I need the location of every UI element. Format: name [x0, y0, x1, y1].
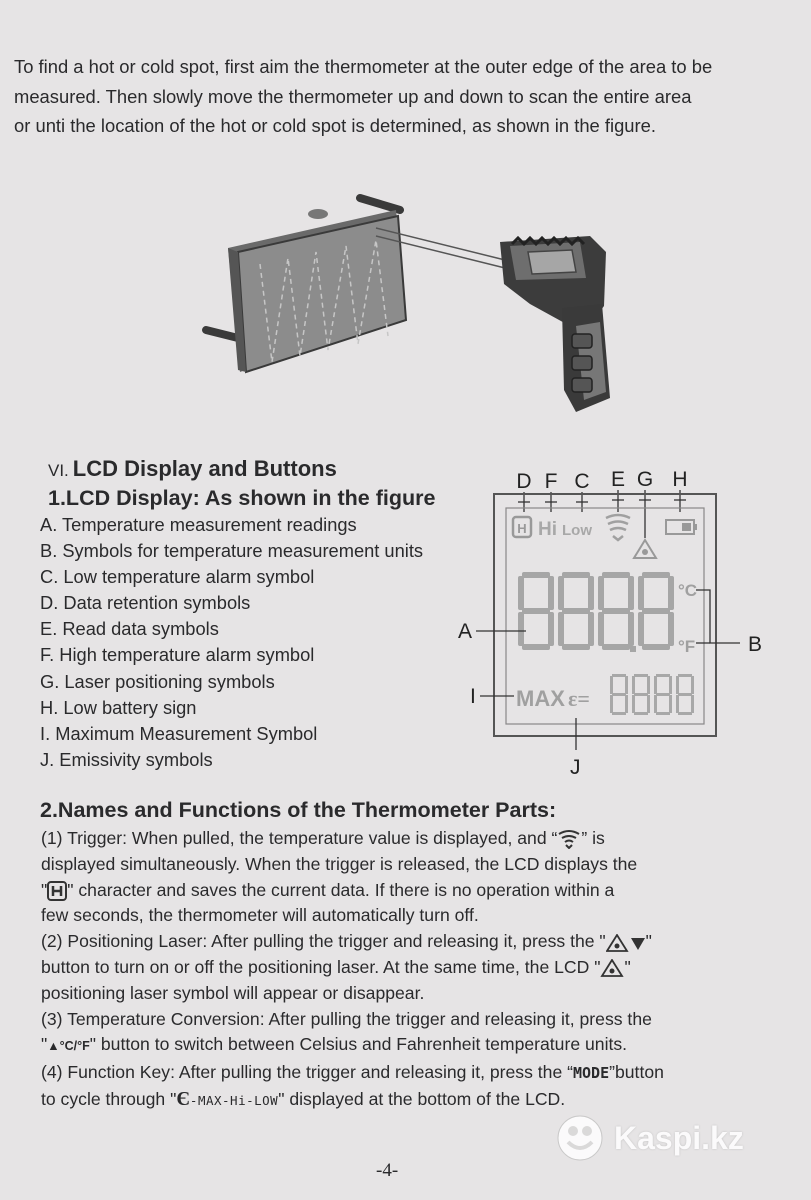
- hold-symbol-text: H: [517, 521, 527, 536]
- section-title-text: LCD Display and Buttons: [72, 456, 337, 481]
- list-item: H. Low battery sign: [40, 696, 197, 718]
- text-span: (2) Positioning Laser: After pulling the trigger and releasing it, press the ": [41, 931, 606, 952]
- celsius-symbol: °C: [678, 581, 698, 600]
- lcd-label-j: J: [570, 756, 581, 779]
- text-span: " displayed at the bottom of the LCD.: [278, 1088, 566, 1109]
- lcd-digit: [558, 572, 594, 650]
- intro-paragraph: [14, 52, 804, 141]
- text-span: to cycle through ": [41, 1088, 177, 1109]
- list-item: D. Data retention symbols: [40, 592, 251, 614]
- parts-line: [41, 1087, 811, 1114]
- list-item: A. Temperature measurement readings: [40, 514, 357, 535]
- parts-line: [41, 955, 811, 981]
- lcd-label-d: D: [516, 470, 532, 493]
- section-title-lcd: [48, 456, 337, 482]
- lcd-label-f: F: [544, 470, 558, 493]
- parts-line: [41, 878, 811, 904]
- list-item: E. Read data symbols: [40, 618, 219, 640]
- lcd-label-c: C: [574, 470, 590, 493]
- text-span: ": [41, 1034, 48, 1055]
- parts-line: [41, 1032, 811, 1060]
- lcd-digit: [638, 572, 674, 650]
- section-title-parts: 2.Names and Functions of the Thermometer Parts:: [40, 798, 557, 822]
- text-span: ” is: [581, 828, 605, 848]
- text-span: (1) Trigger: When pulled, the temperature value is displayed, and “: [41, 828, 558, 848]
- lcd-label-a: A: [458, 620, 473, 643]
- text-span: " character and saves the current data. If there is no operation within a: [67, 879, 615, 900]
- lcd-label-i: I: [470, 685, 476, 708]
- list-item: B. Symbols for temperature measurement units: [40, 540, 424, 562]
- laser-button-icon: [606, 934, 646, 952]
- lcd-small-digit: [676, 674, 694, 715]
- text-span: ": [41, 879, 48, 900]
- parts-line: [41, 929, 811, 955]
- read-data-icon: [557, 829, 581, 849]
- list-item: I. Maximum Measurement Symbol: [40, 722, 318, 744]
- text-span: (4) Function Key: After pulling the trigger and releasing it, press the “: [41, 1062, 573, 1083]
- lcd-display-diagram: [440, 460, 780, 790]
- lcd-label-e: E: [610, 468, 626, 491]
- high-alarm-symbol: Hi: [538, 519, 557, 540]
- page-number: -4-: [376, 1160, 399, 1181]
- list-item: G. Laser positioning symbols: [40, 670, 275, 692]
- function-cycle-label: -MAX-Hi-LOW: [189, 1092, 279, 1108]
- intro-line: To find a hot or cold spot, first aim the thermometer at the outer edge of the area to be: [14, 56, 713, 77]
- lcd-small-digit: [610, 674, 628, 715]
- text-span: ": [624, 956, 631, 977]
- lcd-symbol-list: [40, 512, 423, 773]
- intro-line: measured. Then slowly move the thermometer up and down to scan the entire area: [14, 85, 692, 107]
- parts-description: [41, 826, 811, 1114]
- text-span: ”button: [609, 1062, 664, 1083]
- emissivity-symbol: ε=: [568, 686, 590, 711]
- text-span: " button to switch between Celsius and Fahrenheit temperature units.: [89, 1034, 628, 1055]
- intro-line: or unti the location of the hot or cold spot is determined, as shown in the figure.: [14, 115, 657, 136]
- parts-line: displayed simultaneously. When the trigger is released, the LCD displays the: [41, 853, 638, 874]
- parts-line: [41, 1060, 811, 1087]
- lcd-small-digit: [632, 674, 650, 715]
- low-alarm-symbol: Low: [562, 522, 592, 539]
- lcd-label-g: G: [636, 468, 654, 491]
- laser-symbol-icon: [600, 959, 624, 977]
- parts-line: few seconds, the thermometer will automatically turn off.: [41, 905, 479, 926]
- hold-icon: [47, 881, 67, 901]
- lcd-digit: [518, 572, 554, 650]
- read-data-icon: [606, 515, 630, 540]
- thermometer-scan-illustration: [200, 180, 620, 430]
- list-item: C. Low temperature alarm symbol: [40, 566, 315, 588]
- watermark-text: Kaspi.kz: [614, 1119, 744, 1156]
- unit-button-label: ▲°C/°F: [47, 1039, 90, 1054]
- lcd-small-digit: [654, 674, 672, 715]
- lcd-digit: [598, 572, 634, 650]
- fahrenheit-symbol: °F: [678, 637, 696, 656]
- text-span: ": [645, 931, 652, 952]
- mode-button-label: MODE: [573, 1064, 610, 1083]
- section-roman-numeral: VI.: [48, 461, 69, 480]
- list-item: F. High temperature alarm symbol: [40, 644, 315, 666]
- emissivity-icon: Є: [176, 1087, 190, 1110]
- text-span: button to turn on or off the positioning laser. At the same time, the LCD ": [41, 956, 601, 977]
- lcd-label-h: H: [672, 468, 688, 491]
- list-item: J. Emissivity symbols: [40, 748, 213, 770]
- parts-line: (3) Temperature Conversion: After pulling the trigger and releasing it, press the: [41, 1008, 652, 1029]
- lcd-label-b: B: [748, 633, 763, 656]
- parts-line: [41, 826, 811, 852]
- kaspi-watermark: [556, 1114, 744, 1162]
- max-symbol: MAX: [516, 686, 565, 711]
- parts-line: positioning laser symbol will appear or disappear.: [41, 982, 425, 1003]
- kaspi-logo-icon: [556, 1114, 604, 1162]
- lcd-display-subtitle: 1.LCD Display: As shown in the figure: [48, 486, 436, 510]
